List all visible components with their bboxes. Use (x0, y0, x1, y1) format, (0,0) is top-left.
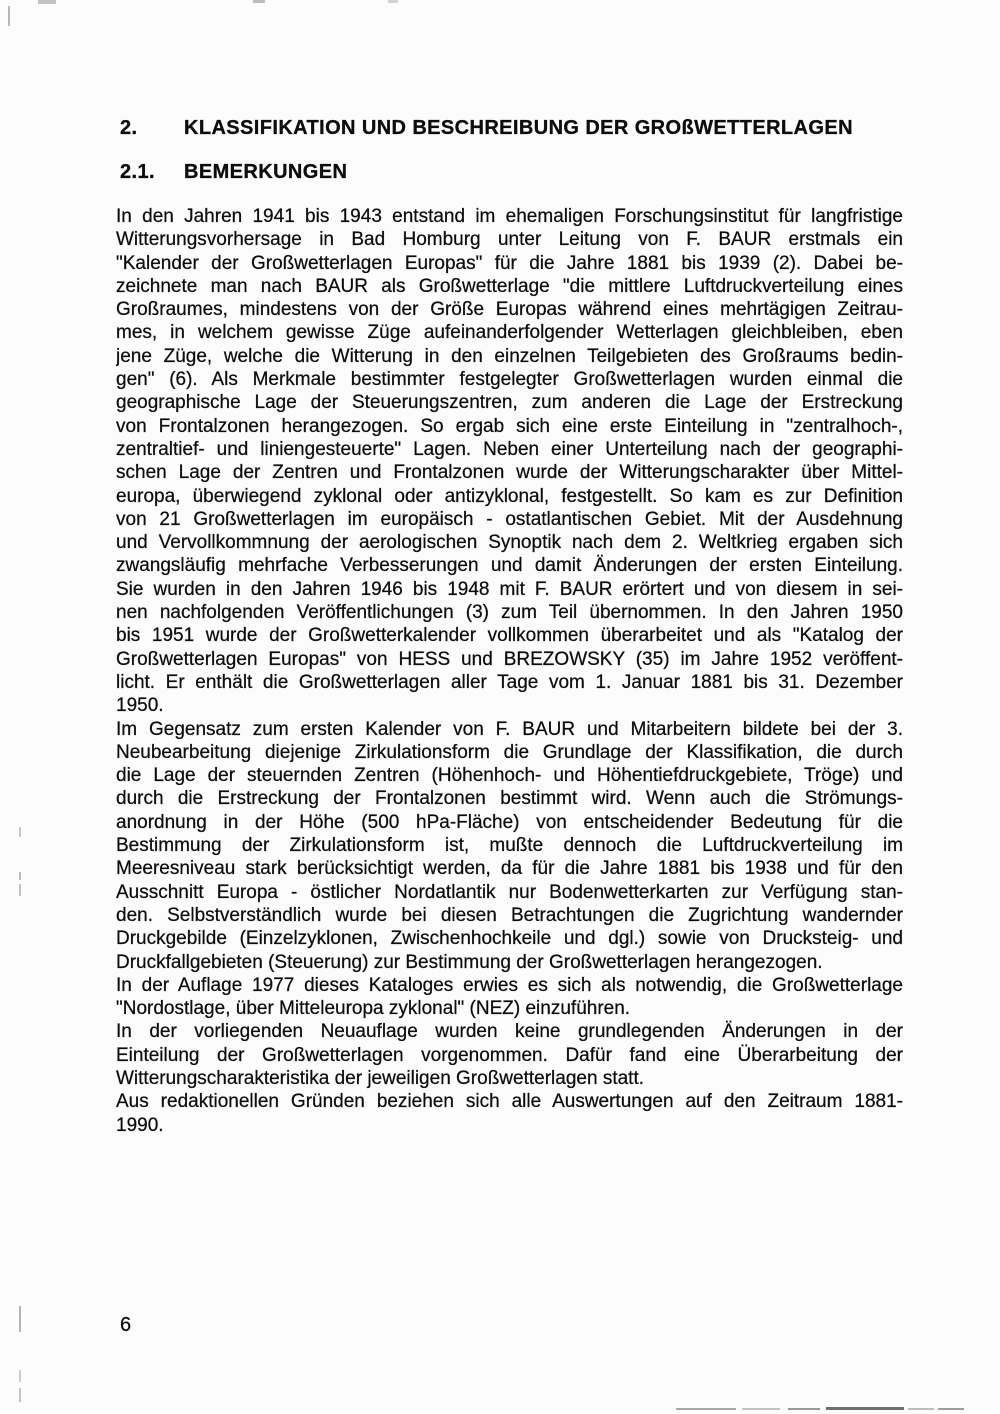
text-line: Witterungsvorhersage in Bad Homburg unter Leitung von F. BAUR erstmals ein (116, 229, 903, 251)
scan-artifact (19, 884, 21, 896)
text-line: Großraumes, mindestens von der Größe Europas während eines mehrtägigen Zeitrau- (116, 299, 903, 321)
scan-artifact (938, 1408, 964, 1410)
scan-artifact (826, 1407, 904, 1410)
text-line: bis 1951 wurde der Großwetterkalender vollkommen überarbeitet und als "Katalog der (116, 625, 903, 647)
text-line: licht. Er enthält die Großwetterlagen aller Tage vom 1. Januar 1881 bis 31. Dezember (116, 671, 903, 693)
section-heading (120, 116, 853, 140)
paragraph (116, 1020, 903, 1090)
text-line: von 21 Großwetterlagen im europäisch - ostatlantischen Gebiet. Mit der Ausdehnung (116, 508, 903, 530)
text-line: Aus redaktionellen Gründen beziehen sich alle Auswertungen auf den Zeitraum 1881- (116, 1091, 903, 1113)
text-line: Druckgebilde (Einzelzyklonen, Zwischenhochkeile und dgl.) sowie von Drucksteig- und (116, 928, 903, 950)
scan-artifact (8, 6, 10, 26)
text-line: mes, in welchem gewisse Züge aufeinanderfolgender Wetterlagen gleichbleiben, eben (116, 322, 903, 344)
text-line: Druckfallgebieten (Steuerung) zur Bestimmung der Großwetterlagen herangezogen. (116, 951, 823, 973)
section-title: KLASSIFIKATION UND BESCHREIBUNG DER GROßWETTERLAGEN (184, 117, 853, 139)
scan-artifact (19, 872, 21, 880)
text-line: In den Jahren 1941 bis 1943 entstand im ehemaligen Forschungsinstitut für langfristige (116, 206, 903, 227)
text-line: zentraltief- und liniengesteuerte" Lagen. Neben einer Unterteilung nach der geographi- (116, 438, 903, 460)
section-number: 2. (120, 117, 138, 139)
text-line: anordnung in der Höhe (500 hPa-Fläche) von entscheidender Bedeutung für die (116, 811, 903, 833)
text-line: Sie wurden in den Jahren 1946 bis 1948 mit F. BAUR erörtert und von diesem in sei- (116, 578, 903, 600)
subsection-heading (120, 160, 347, 184)
subsection-title: BEMERKUNGEN (184, 161, 348, 183)
paragraph (116, 1090, 903, 1137)
text-line: den. Selbstverständlich wurde bei diesen Betrachtungen die Zugrichtung wandernder (116, 904, 903, 926)
subsection-number: 2.1. (120, 161, 155, 183)
text-line: 1950. (116, 695, 164, 717)
text-line: europa, überwiegend zyklonal oder antizyklonal, festgestellt. So kam es zur Definition (116, 485, 903, 507)
text-line: Einteilung der Großwetterlagen vorgenommen. Dafür fand eine Überarbeitung der (116, 1044, 903, 1066)
text-line: durch die Erstreckung der Frontalzonen bestimmt wird. Wenn auch die Strömungs- (116, 788, 903, 810)
text-line: von Frontalzonen herangezogen. So ergab sich eine erste Einteilung in "zentralhoch-, (116, 415, 903, 437)
text-line: Meeresniveau stark berücksichtigt werden, da für die Jahre 1881 bis 1938 und für den (116, 858, 903, 880)
paragraph (116, 205, 903, 718)
text-line: Im Gegensatz zum ersten Kalender von F. BAUR und Mitarbeitern bildete bei der 3. (116, 718, 903, 740)
text-line: zwangsläufig mehrfache Verbesserungen und damit Änderungen der ersten Einteilung. (116, 555, 903, 577)
text-line: und Vervollkommnung der aerologischen Synoptik nach dem 2. Weltkrieg ergaben sich (116, 532, 903, 554)
scan-artifact (253, 0, 265, 3)
scan-artifact (908, 1408, 934, 1410)
paragraph (116, 718, 903, 974)
text-line: Großwetterlagen Europas" von HESS und BREZOWSKY (35) im Jahre 1952 veröffent- (116, 648, 903, 670)
page-number: 6 (120, 1314, 132, 1336)
scan-artifact (19, 1370, 21, 1382)
scan-artifact (676, 1408, 736, 1410)
text-line: geographische Lage der Steuerungszentren, zum anderen die Lage der Erstreckung (116, 392, 903, 414)
text-line: In der vorliegenden Neuauflage wurden keine grundlegenden Änderungen in der (116, 1021, 903, 1043)
text-line: schen Lage der Zentren und Frontalzonen wurde der Witterungscharakter über Mittel- (116, 462, 903, 484)
text-line: "Kalender der Großwetterlagen Europas" für die Jahre 1881 bis 1939 (2). Dabei be- (116, 252, 903, 274)
scan-artifact (19, 1306, 21, 1332)
text-line: gen" (6). Als Merkmale bestimmter festgelegter Großwetterlagen wurden einmal die (116, 369, 903, 391)
text-line: Witterungscharakteristika der jeweiligen Großwetterlagen statt. (116, 1067, 645, 1089)
paragraph (116, 974, 903, 1021)
scan-artifact (388, 0, 398, 3)
text-line: nen nachfolgenden Veröffentlichungen (3) zum Teil übernommen. In den Jahren 1950 (116, 602, 903, 624)
body-text (116, 205, 903, 1137)
text-line: In der Auflage 1977 dieses Kataloges erwies es sich als notwendig, die Großwetterlage (116, 974, 903, 996)
text-line: 1990. (116, 1114, 164, 1136)
scan-artifact (742, 1408, 780, 1410)
scan-artifact (788, 1408, 820, 1410)
scan-artifact (38, 0, 56, 4)
text-line: Bestimmung der Zirkulationsform ist, mußte dennoch die Luftdruckverteilung im (116, 835, 903, 857)
text-line: Neubearbeitung diejenige Zirkulationsform die Grundlage der Klassifikation, die durch (116, 741, 903, 763)
text-line: zeichnete man nach BAUR als Großwetterlage "die mittlere Luftdruckverteilung eines (116, 275, 903, 297)
text-line: jene Züge, welche die Witterung in den einzelnen Teilgebieten des Großraums bedin- (116, 345, 903, 367)
text-line: Ausschnitt Europa - östlicher Nordatlantik nur Bodenwetterkarten zur Verfügung stan- (116, 881, 903, 903)
scan-artifact (19, 1388, 21, 1402)
scan-artifact (19, 827, 21, 837)
text-line: "Nordostlage, über Mitteleuropa zyklonal" (NEZ) einzuführen. (116, 998, 631, 1020)
text-line: die Lage der steuernden Zentren (Höhenhoch- und Höhentiefdruckgebiete, Tröge) und (116, 765, 903, 787)
